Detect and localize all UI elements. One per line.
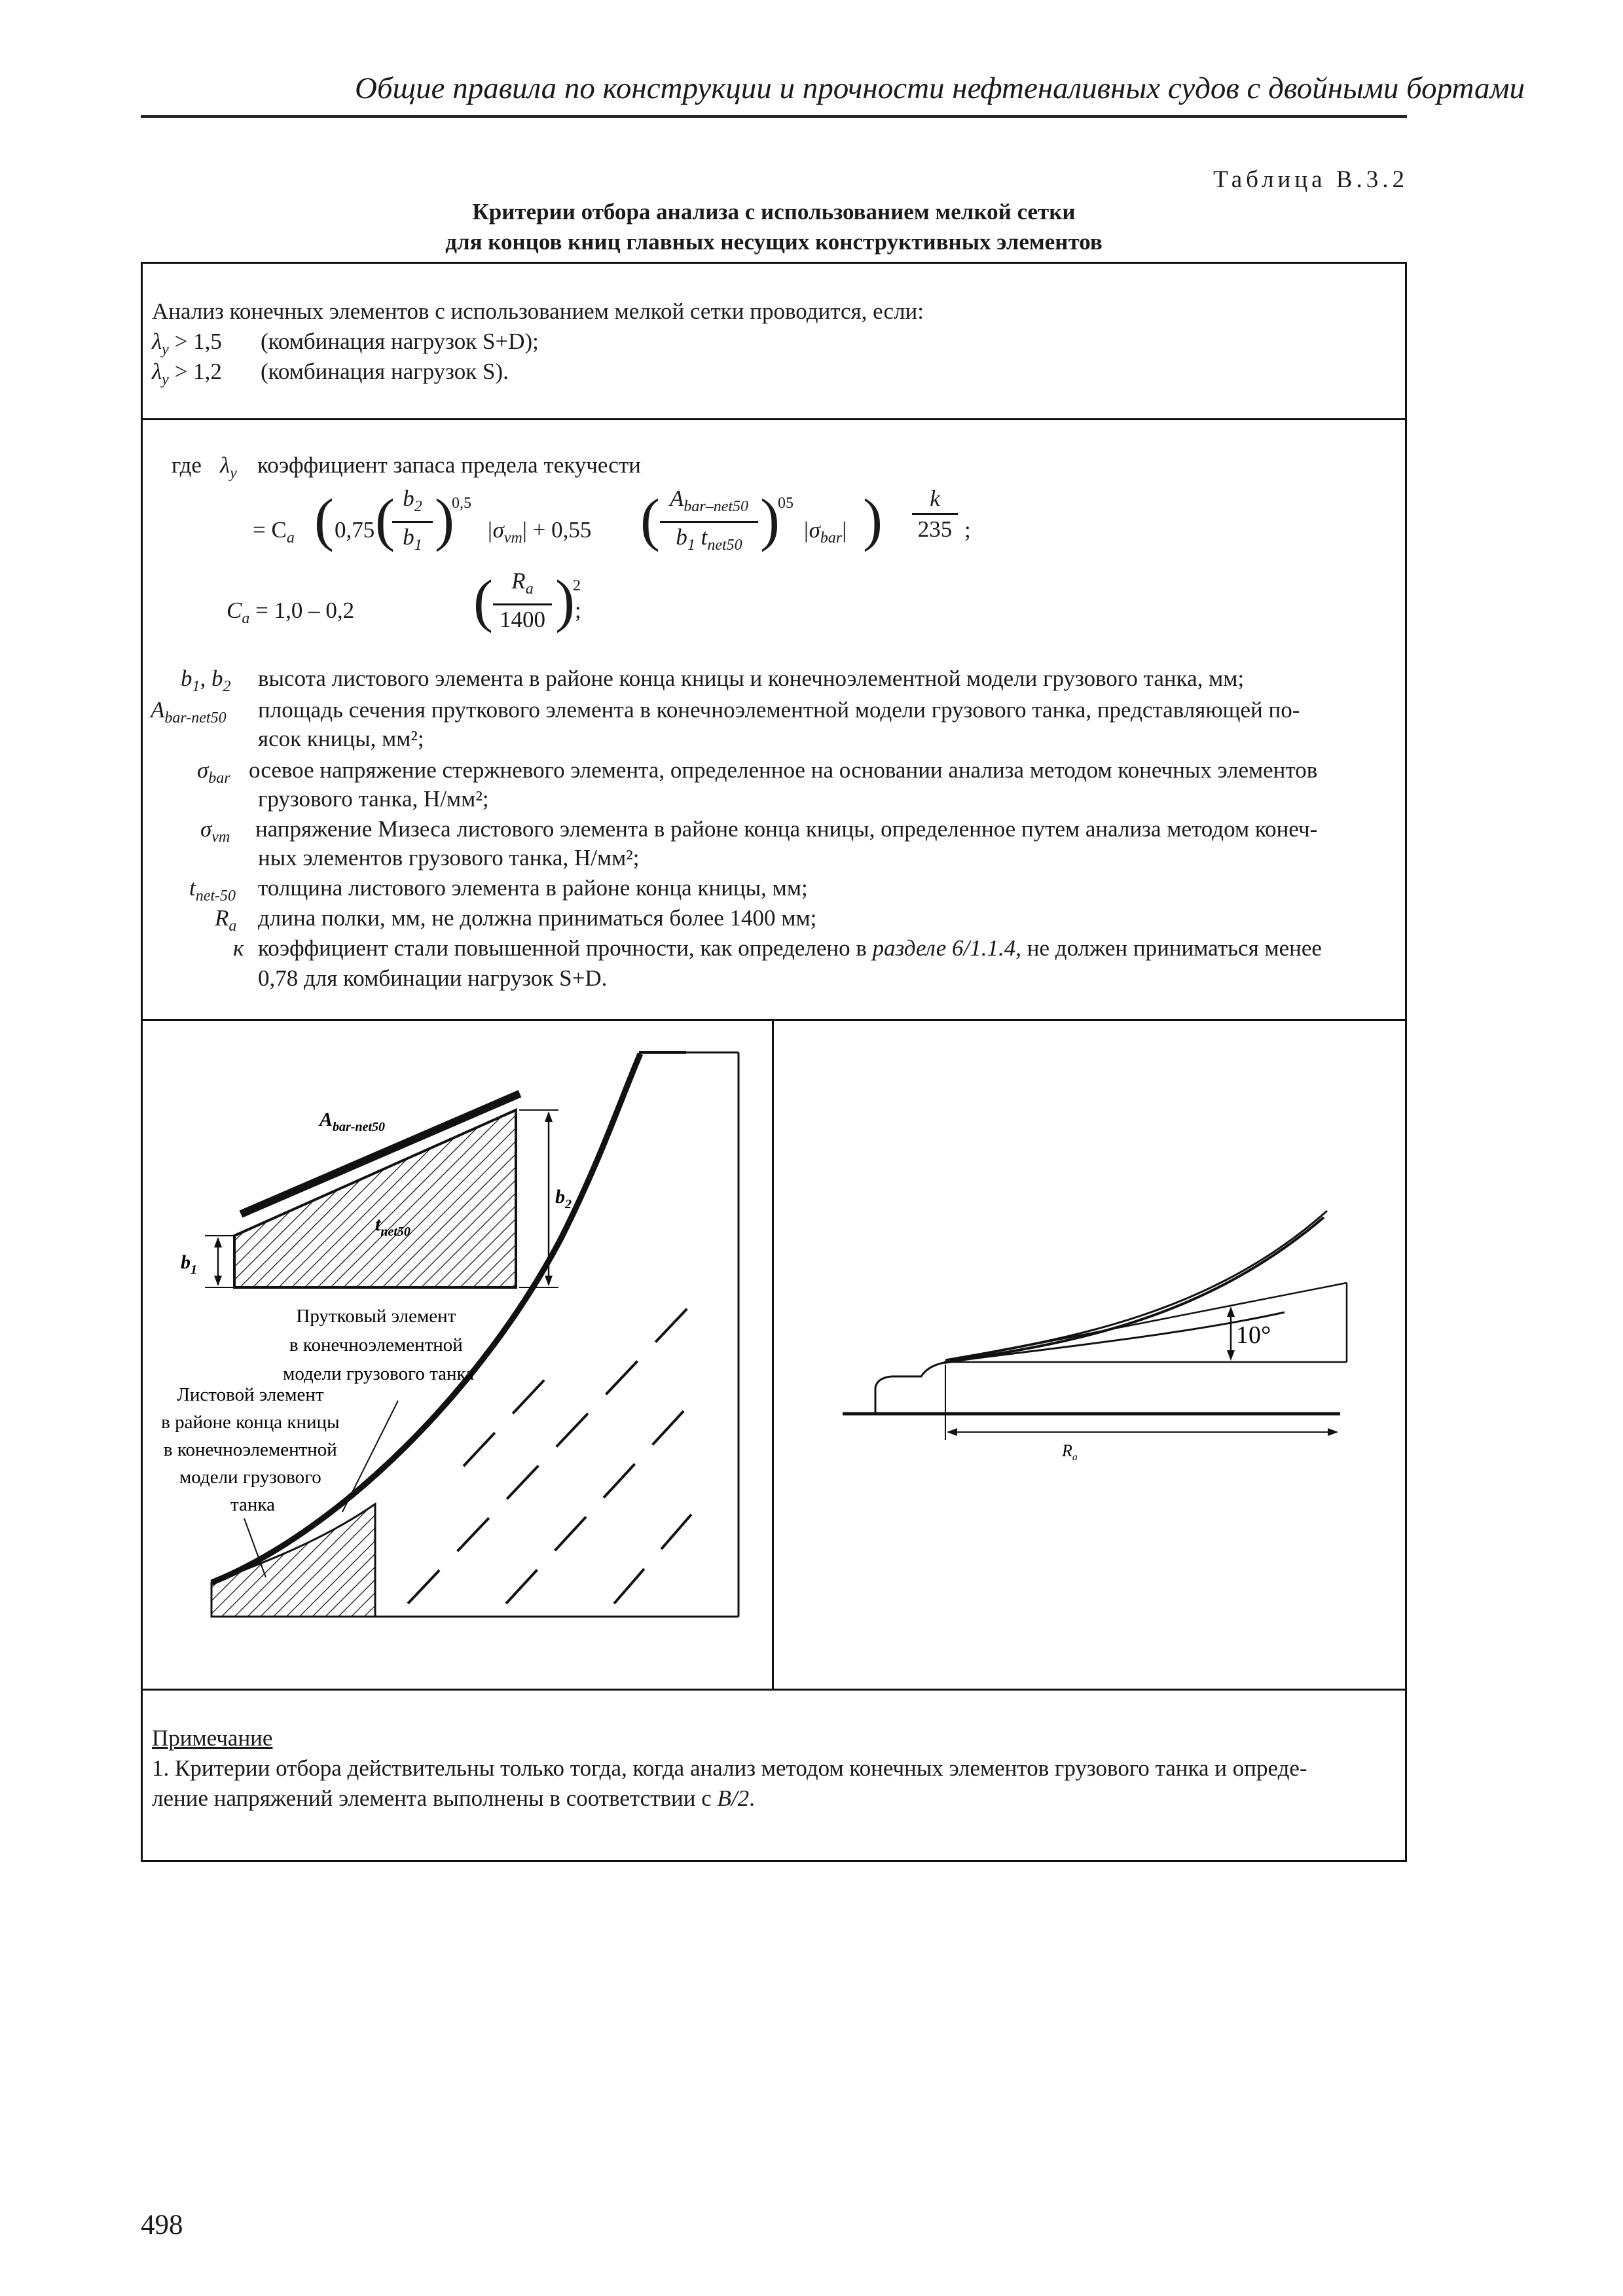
ca-semicolon: ; <box>575 598 581 623</box>
lambda-symbol: λ <box>152 359 162 384</box>
criteria-row-2: $\lambda_y > 1,2$ <box>152 359 222 388</box>
def-sigma-vm-text-cont: ных элементов грузового танка, Н/мм²; <box>258 845 640 870</box>
def-t-symbol: $t_{net-50}$ <box>189 875 236 905</box>
def-sigma-bar-symbol: $\sigma_{bar}$ <box>197 757 230 787</box>
figures-cell <box>141 1019 1407 1691</box>
note-text-line-2: ление напряжений элемента выполнены в соответствии с B/2. <box>152 1785 755 1811</box>
def-b1-b2-symbol: $b_1$, $b_2$ <box>181 666 231 695</box>
fraction-ra-1400: $\frac{R_a}{1400}$ <box>493 567 552 634</box>
def-b1-b2-text: высота листового элемента в районе конца кницы и конечноэлементной модели грузового танка, мм; <box>258 666 1245 691</box>
def-sigma-vm-symbol: $\sigma_{vm}$ <box>200 816 230 846</box>
paren-open: ( <box>314 488 334 552</box>
def-sigma-vm-text: напряжение Мизеса листового элемента в районе конца кницы, определенное путем анализа методом конеч- <box>255 816 1318 842</box>
lambda-y: $\lambda_y$ <box>220 452 237 482</box>
section-reference: разделе 6/1.1.4 <box>872 935 1016 961</box>
exponent-05b: 05 <box>778 495 793 512</box>
exponent-2: 2 <box>573 577 581 594</box>
criteria-row-1-note: (комбинация нагрузок S+D); <box>261 329 539 354</box>
paren-close: ) <box>760 488 780 552</box>
paren-open: ( <box>375 488 395 552</box>
note-cell <box>141 1689 1407 1862</box>
fraction-b2-b1: $\frac{b_2}{b_1}$ <box>392 484 433 560</box>
running-header-title: Общие правила по конструкции и прочности нефтеналивных судов с двойными бортами <box>355 71 1525 105</box>
formula-semicolon: ; <box>964 517 971 543</box>
flange-taper-figure <box>774 1021 1405 1689</box>
label-bar-element: Прутковый элемент в конечноэлементной модели грузового танка <box>282 1306 475 1384</box>
table-number: Таблица В.3.2 <box>1213 166 1408 193</box>
where-label: где <box>172 452 202 478</box>
def-abar-text: площадь сечения пруткового элемента в конечноэлементной модели грузового танка, представляющей по- <box>258 697 1300 723</box>
header-rule <box>141 115 1407 118</box>
def-sigma-bar-text: осевое напряжение стержневого элемента, определенное на основании анализа методом конечных элементов <box>249 757 1318 783</box>
paren-close: ) <box>863 488 883 552</box>
label-b1: $b_1$ <box>181 1251 197 1277</box>
label-plate-element: Листовой элемент в районе конца кницы в конечноэлементной модели грузового танка <box>161 1384 340 1515</box>
lambda-description: коэффициент запаса предела текучести <box>257 452 641 478</box>
table-title-line-2: для концов книц главных несущих конструктивных элементов <box>445 229 1103 255</box>
paren-close: ) <box>435 488 454 552</box>
ca-definition: $C_a = 1,0 - 0,2$ <box>227 598 355 627</box>
def-sigma-bar-text-cont: грузового танка, Н/мм²; <box>258 786 489 812</box>
def-ra-symbol: $R_a$ <box>215 905 237 935</box>
def-abar-symbol: $A_{bar-net50}$ <box>151 697 227 726</box>
criteria-intro: Анализ конечных элементов с использованием мелкой сетки проводится, если: <box>152 298 924 324</box>
paren-open: ( <box>473 569 493 634</box>
angle-label: 10° <box>1236 1321 1271 1349</box>
note-title: Примечание <box>152 1725 273 1751</box>
coef-075: 0,75 <box>335 517 375 543</box>
label-ra: $R_a$ <box>1062 1441 1078 1463</box>
lambda-symbol: λ <box>152 329 162 354</box>
label-t-net50: $t_{net50}$ <box>375 1213 410 1239</box>
label-abar: $A_{bar-net50}$ <box>319 1109 386 1134</box>
formula-cell <box>141 418 1407 1021</box>
paren-close: ) <box>555 569 575 634</box>
criteria-row-2-note: (комбинация нагрузок S). <box>261 359 509 384</box>
criteria-row-1: $\lambda_y > 1,5$ <box>152 329 222 358</box>
sigma-bar-term: $|\sigma_{bar}|$ <box>803 517 847 547</box>
page-number: 498 <box>141 2210 183 2240</box>
def-t-text: толщина листового элемента в районе конца кницы, мм; <box>258 875 808 901</box>
criteria-cell <box>141 262 1407 420</box>
note-reference: B/2 <box>717 1785 750 1811</box>
note-text-line-1: 1. Критерии отбора действительны только тогда, когда анализ методом конечных элементов грузового танка и опреде- <box>152 1755 1307 1781</box>
plate-element-region <box>211 1504 375 1617</box>
table-title-line-1: Критерии отбора анализа с использованием мелкой сетки <box>472 199 1076 224</box>
def-ra-text: длина полки, мм, не должна приниматься более 1400 мм; <box>258 905 817 931</box>
def-k-symbol: к <box>233 935 244 961</box>
def-abar-text-cont: ясок кницы, мм²; <box>258 726 424 751</box>
paren-open: ( <box>640 488 660 552</box>
def-k-text: коэффициент стали повышенной прочности, как определено в разделе 6/1.1.4, не должен приниматься менее <box>258 935 1322 961</box>
fraction-abar: $A_{bar-net50}$ $b_1$ $t_{net50}$ <box>660 484 758 560</box>
sigma-vm-term: $|\sigma_{vm}| + 0,55$ <box>486 517 592 547</box>
def-k-text-cont: 0,78 для комбинации нагрузок S+D. <box>258 965 608 991</box>
formula-eq-ca: = $C_a$ <box>253 517 295 547</box>
bracket-toe-figure <box>143 1021 771 1689</box>
exponent-05: 0,5 <box>452 495 471 512</box>
label-b2: $b_2$ <box>555 1186 572 1211</box>
fraction-k-235: $\frac{k}{235}$ <box>912 484 958 544</box>
